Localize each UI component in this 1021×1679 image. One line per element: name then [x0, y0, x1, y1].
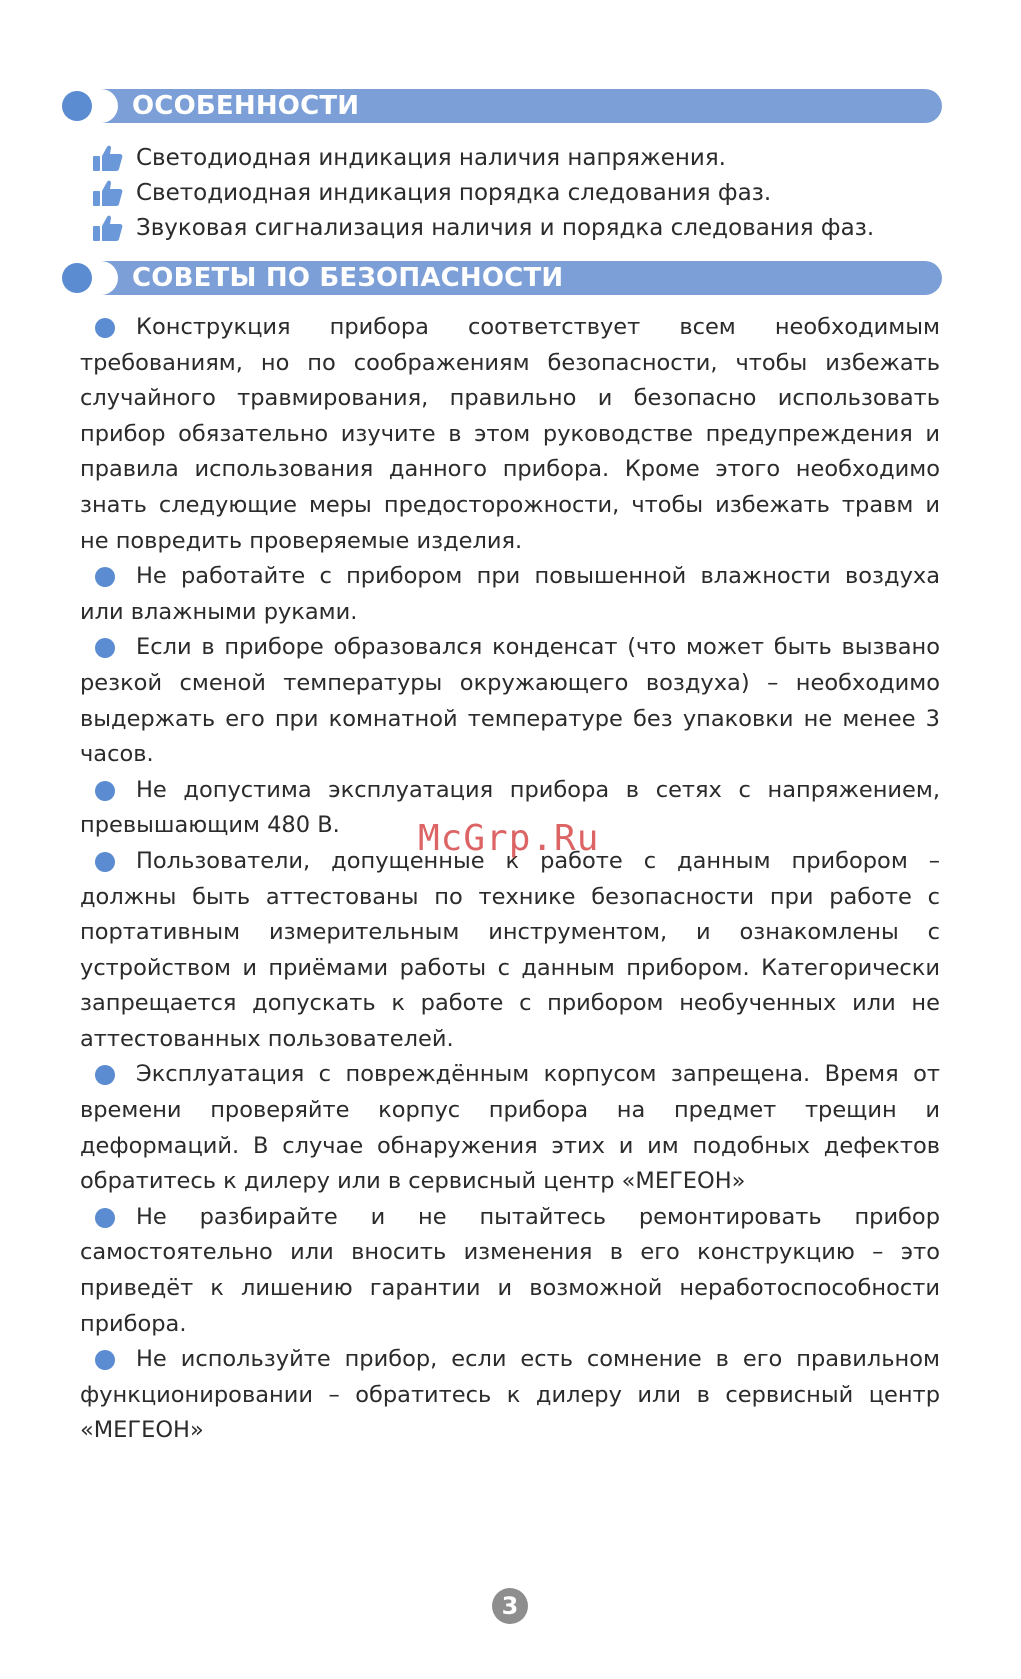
circle-bullet-icon [95, 852, 115, 872]
circle-bullet-icon [95, 567, 115, 587]
feature-text: Звуковая сигнализация наличия и порядка следования фаз. [136, 214, 875, 241]
paragraph-text: Не работайте с прибором при повышенной влажности воздуха или влажными руками. [80, 563, 940, 625]
list-item [92, 140, 952, 175]
safety-paragraph [80, 844, 940, 1058]
circle-bullet-icon [95, 638, 115, 658]
circle-bullet-icon [95, 1065, 115, 1085]
page-number: 3 [492, 1588, 528, 1624]
paragraph-text: Конструкция прибора соответствует всем необходимым требованиям, но по соображениям безопасности, чтобы избежать случайного травмирования, правильно и безопасно использовать прибор обязательно изучите в этом руководстве предупреждения и правила использования данного прибора. Кроме этого необходимо знать следующие меры предосторожности, чтобы избежать травм и не повредить проверяемые изделия. [80, 314, 940, 554]
circle-bullet-icon [95, 1350, 115, 1370]
safety-paragraph [80, 630, 940, 772]
header-dot-icon [62, 263, 92, 293]
section-header-safety [62, 260, 942, 296]
thumbs-up-icon [92, 179, 124, 207]
safety-paragraph [80, 1342, 940, 1449]
paragraph-text: Пользователи, допущенные к работе с данным прибором – должны быть аттестованы по технике безопасности при работе с портативным измерительным инструментом, и ознакомлены с устройством и приёмами работы с данным прибором. Категорически запрещается допускать к работе с прибором необученных или не аттестованных пользователей. [80, 847, 940, 1052]
list-item [92, 210, 952, 245]
paragraph-text: Эксплуатация с повреждённым корпусом запрещена. Время от времени проверяйте корпус прибора на предмет трещин и деформаций. В случае обнаружения этих и им подобных дефектов обратитесь к дилеру или в сервисный центр «МЕГЕОН» [80, 1061, 940, 1195]
header-dot-icon [62, 91, 92, 121]
list-item [92, 175, 952, 210]
feature-text: Светодиодная индикация порядка следования фаз. [136, 179, 772, 206]
circle-bullet-icon [95, 318, 115, 338]
safety-list [80, 310, 940, 1449]
thumbs-up-icon [92, 144, 124, 172]
features-list [92, 140, 952, 245]
paragraph-text: Не допустима эксплуатация прибора в сетях с напряжением, превышающим 480 В. [80, 776, 940, 839]
watermark: McGrp.Ru [418, 818, 600, 859]
feature-text: Светодиодная индикация наличия напряжения. [136, 144, 726, 171]
safety-paragraph [80, 310, 940, 559]
paragraph-text: Не используйте прибор, если есть сомнение в его правильном функционировании – обратитесь к дилеру или в сервисный центр «МЕГЕОН» [80, 1346, 940, 1444]
thumbs-up-icon [92, 214, 124, 242]
section-header-features [62, 88, 942, 124]
safety-paragraph [80, 1200, 940, 1342]
safety-paragraph [80, 559, 940, 630]
paragraph-text: Если в приборе образовался конденсат (что может быть вызвано резкой сменой температуры окружающего воздуха) – необходимо выдержать его при комнатной температуре без упаковки не менее 3 часов. [80, 634, 940, 768]
section-title-safety: СОВЕТЫ ПО БЕЗОПАСНОСТИ [132, 263, 564, 293]
safety-paragraph [80, 1057, 940, 1199]
paragraph-text: Не разбирайте и не пытайтесь ремонтировать прибор самостоятельно или вносить изменения в его конструкцию – это приведёт к лишению гарантии и возможной неработоспособности прибора. [80, 1203, 940, 1337]
circle-bullet-icon [95, 781, 115, 801]
circle-bullet-icon [95, 1208, 115, 1228]
section-title-features: ОСОБЕННОСТИ [132, 91, 360, 121]
